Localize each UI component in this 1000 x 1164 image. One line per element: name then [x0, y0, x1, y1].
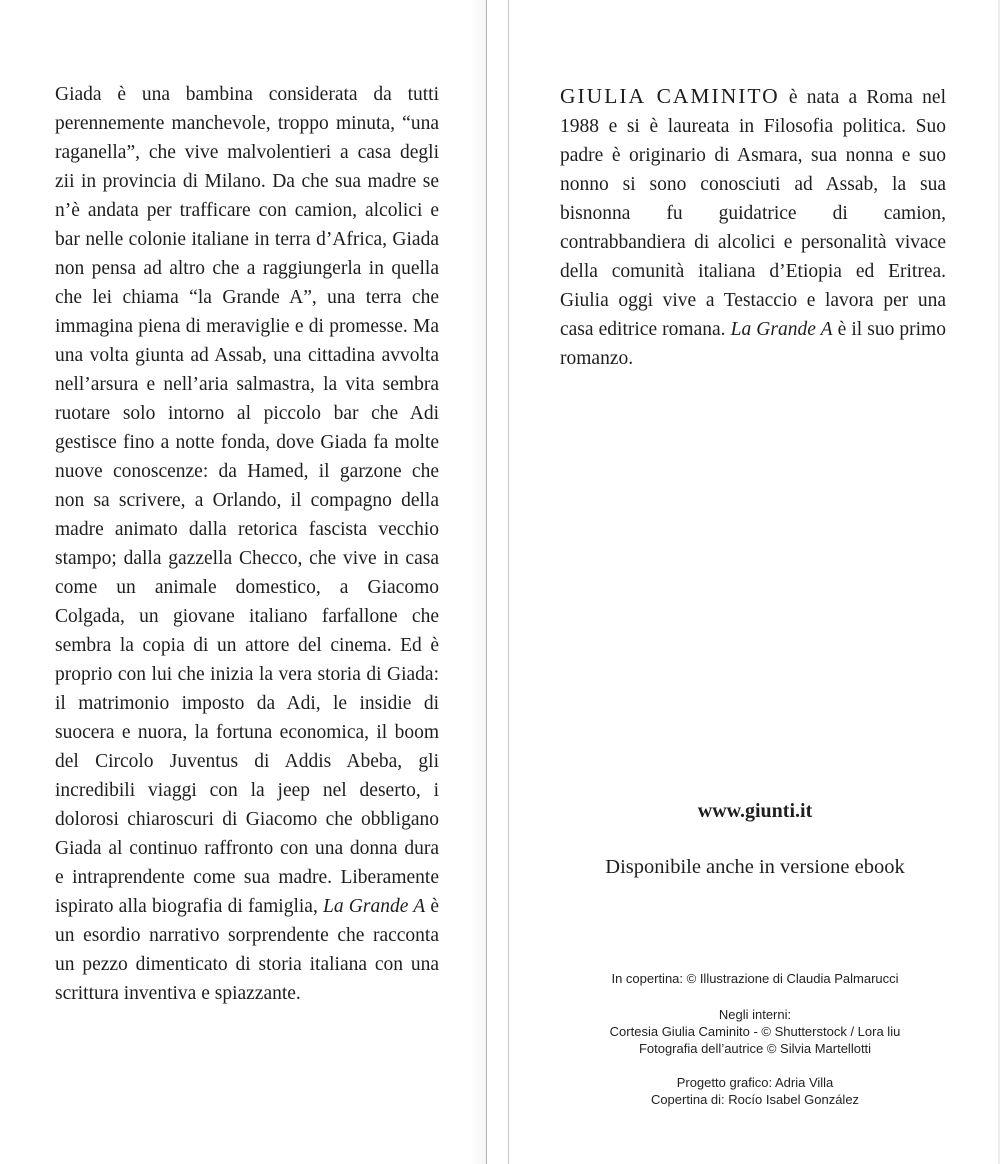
design-credit-line: Progetto grafico: Adria Villa — [676, 1075, 834, 1090]
ebook-availability-note: Disponibile anche in versione ebook — [605, 856, 905, 878]
synopsis-paragraph: Giada è una bambina considerata da tutti perennemente manchevole, troppo minuta, “una raganella”, che vive malvolentieri a casa degli zii in provincia di Milano. Da che sua madre se n’è andata per trafficare con camion, alcolici e bar nelle colonie italiane in terra d’Africa, Giada non pensa ad altro che a raggiungerla in quella che lei chiama “la Grande A”, una terra che immagina piena di meraviglie e di promesse. Ma una volta giunta ad Assab, una cittadina avvolta nell’arsura e nell’aria salmastra, la vita sembra ruotare solo intorno al piccolo bar che Adi gestisce fino a notte fonda, dove Giada fa molte nuove conoscenze: da Hamed, il garzone che non sa scrivere, a Orlando, il compagno della madre animato dalla retorica fascista vecchio stampo; dalla gazzella Checco, che vive in casa come un animale domestico, a Giacomo Colgada, un giovane italiano farfallone che sembra la copia di un attore del cinema. Ed è proprio con lui che inizia la vera storia di Giada: il matrimonio imposto da Adi, le insidie di suocera e nuora, la fortuna economica, il boom del Circolo Juventus di Addis Abeba, gli incredibili viaggi con la jeep nel deserto, i dolorosi chiaroscuri di Giacomo che obbligano Giada al continuo raffronto con una donna dura e intraprendente come sua madre. Liberamente ispirato alla biografia di famiglia, La Grande A è un esordio narrativo sorprendente che racconta un pezzo dimenticato di storia italiana con una scrittura inventiva e spiazzante. — [55, 84, 439, 1004]
interior-credit-line: Negli interni: — [718, 1007, 792, 1022]
page-fold-line — [486, 0, 487, 1164]
publisher-website-text: www.giunti.it — [697, 800, 813, 822]
interior-credit-line: Fotografia dell’autrice © Silvia Martellotti — [638, 1041, 872, 1056]
design-credits — [512, 1074, 998, 1108]
fold-shadow — [470, 0, 486, 1164]
interior-credit-line: Cortesia Giulia Caminito - © Shutterstock / Lora liu — [609, 1024, 901, 1039]
cover-credit-line: In copertina: © Illustrazione di Claudia Palmarucci — [611, 971, 899, 986]
cover-credit — [512, 970, 998, 987]
page-fold-line — [508, 0, 509, 1164]
author-bio-paragraph: GIULIA CAMINITO è nata a Roma nel 1988 e si è laureata in Filosofia politica. Suo padre è originario di Asmara, sua nonna e suo nonno si sono conosciuti ad Assab, la sua bisnonna fu guidatrice di camion, contrabbandiera di alcolici e personalità vivace della comunità italiana d’Etiopia ed Eritrea. Giulia oggi vive a Testaccio e lavora per una casa editrice romana. La Grande A è il suo primo romanzo. — [560, 84, 946, 369]
design-credit-line: Copertina di: Rocío Isabel González — [650, 1092, 860, 1107]
interior-credits — [512, 1006, 998, 1057]
